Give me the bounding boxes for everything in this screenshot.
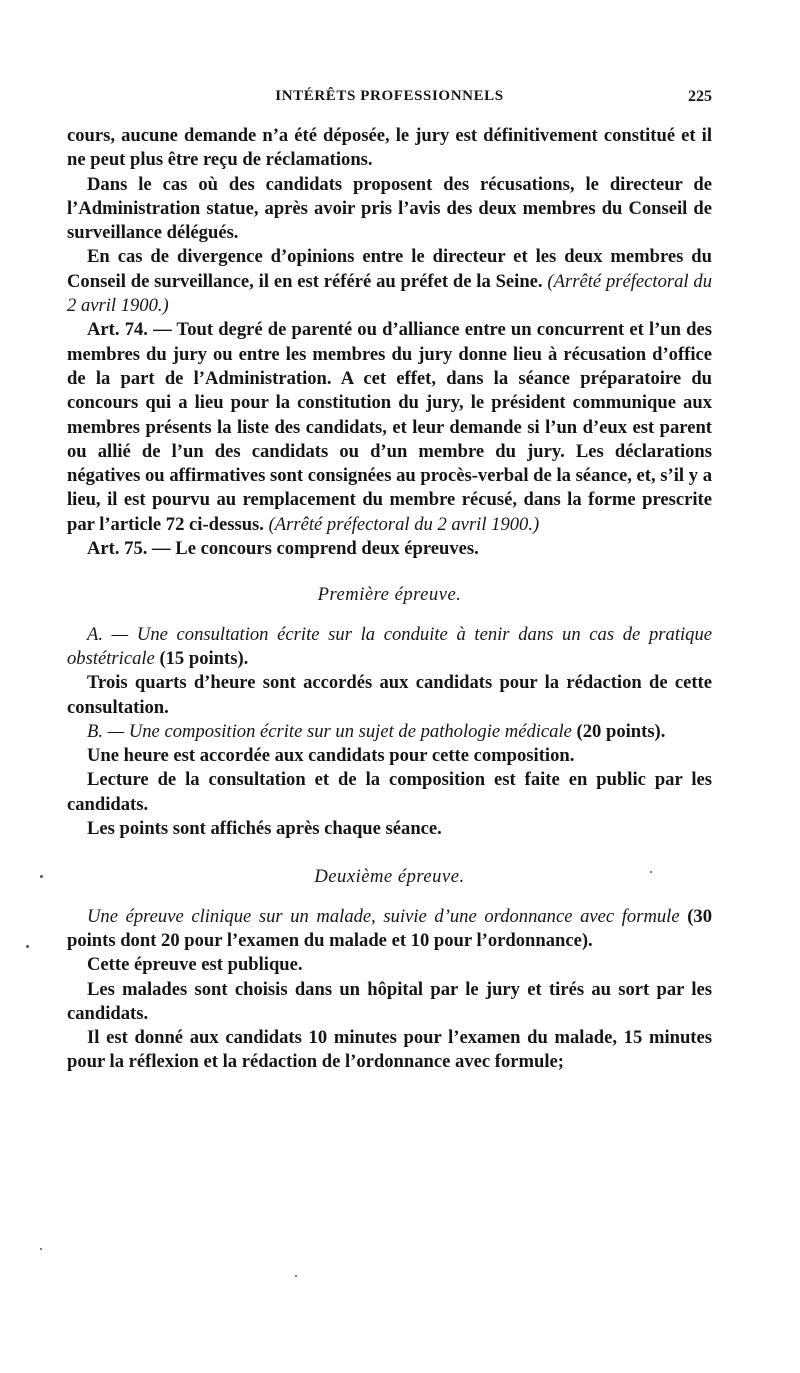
paragraph-article-75: Art. 75. — Le concours comprend deux épreuves.	[87, 538, 479, 560]
exam-b-time: Une heure est accordée aux candidats pour cette composition.	[87, 745, 575, 767]
page-number: 225	[688, 88, 712, 105]
paragraph-public: Cette épreuve est publique.	[87, 954, 303, 976]
clinical-exam-points: (30 points dont 20 pour l’examen du malade et 10 pour l’ordonnance).	[67, 905, 712, 951]
running-header	[67, 88, 712, 110]
paragraph-continuation: cours, aucune demande n’a été déposée, le jury est définitivement constitué et il ne peut plus être reçu de réclamations.	[67, 125, 712, 171]
decree-citation: (Arrêté préfectoral du 2 avril 1900.)	[67, 270, 712, 317]
exam-a-time: Trois quarts d’heure sont accordés aux candidats pour la rédaction de cette consultation.	[67, 672, 712, 718]
body-text	[67, 124, 712, 1075]
clinical-exam-title: Une épreuve clinique sur un malade, suivie d’une ordonnance avec formule	[87, 905, 680, 927]
exam-a-title: A. — Une consultation écrite sur la conduite à tenir dans un cas de pratique obstétricale	[67, 623, 712, 669]
clinical-exam	[67, 905, 712, 954]
article-74-text: Art. 74. — Tout degré de parenté ou d’alliance entre un concurrent et l’un des membres du jury ou entre les membres du jury donne lieu à récusation d’office de la part de l’Administration. A cet effet, dans la séance préparatoire du concours qui a lieu pour la constitution du jury, le président communique aux membres présents la liste des candidats, et leur demande si l’un d’eux est parent ou allié de l’un des candidats ou d’un membre du jury. Les déclarations négatives ou affirmatives sont consignées au procès-verbal de la séance, et, s’il y a lieu, il est pourvu au remplacement du membre récusé, dans la forme prescrite par l’article 72 ci-dessus.	[67, 319, 712, 535]
paper-speck	[26, 945, 29, 948]
paragraph-recusations: Dans le cas où des candidats proposent des récusations, le directeur de l’Administration statue, après avoir pris l’avis des deux membres du Conseil de surveillance délégués.	[67, 173, 712, 244]
paragraph-patients: Les malades sont choisis dans un hôpital par le jury et tirés au sort par les candidats.	[67, 978, 712, 1024]
section-heading-second-exam: Deuxième épreuve.	[314, 866, 465, 888]
section-heading-first-exam: Première épreuve.	[317, 584, 462, 606]
decree-citation: (Arrêté préfectoral du 2 avril 1900.)	[268, 513, 540, 535]
exam-a-points: (15 points).	[154, 647, 249, 669]
paper-speck	[40, 1248, 42, 1250]
exam-a	[67, 623, 712, 672]
paragraph-divergence	[67, 245, 712, 318]
paragraph-divergence-text: En cas de divergence d’opinions entre le directeur et les deux membres du Conseil de surveillance, il en est référé au préfet de la Seine.	[67, 246, 712, 292]
exam-b	[67, 720, 712, 744]
paragraph-posting: Les points sont affichés après chaque séance.	[87, 818, 442, 840]
paragraph-duration: Il est donné aux candidats 10 minutes pour l’examen du malade, 15 minutes pour la réflexion et la rédaction de l’ordonnance avec formule;	[67, 1027, 712, 1073]
exam-b-points: (20 points).	[571, 720, 666, 742]
paragraph-reading: Lecture de la consultation et de la composition est faite en public par les candidats.	[67, 769, 712, 815]
paragraph-article-74	[67, 318, 712, 537]
paper-speck	[295, 1275, 297, 1277]
running-title: INTÉRÊTS PROFESSIONNELS	[275, 88, 504, 104]
exam-b-title: B. — Une composition écrite sur un sujet de pathologie médicale	[87, 720, 572, 742]
paper-speck	[40, 875, 43, 878]
paper-speck	[650, 871, 652, 873]
